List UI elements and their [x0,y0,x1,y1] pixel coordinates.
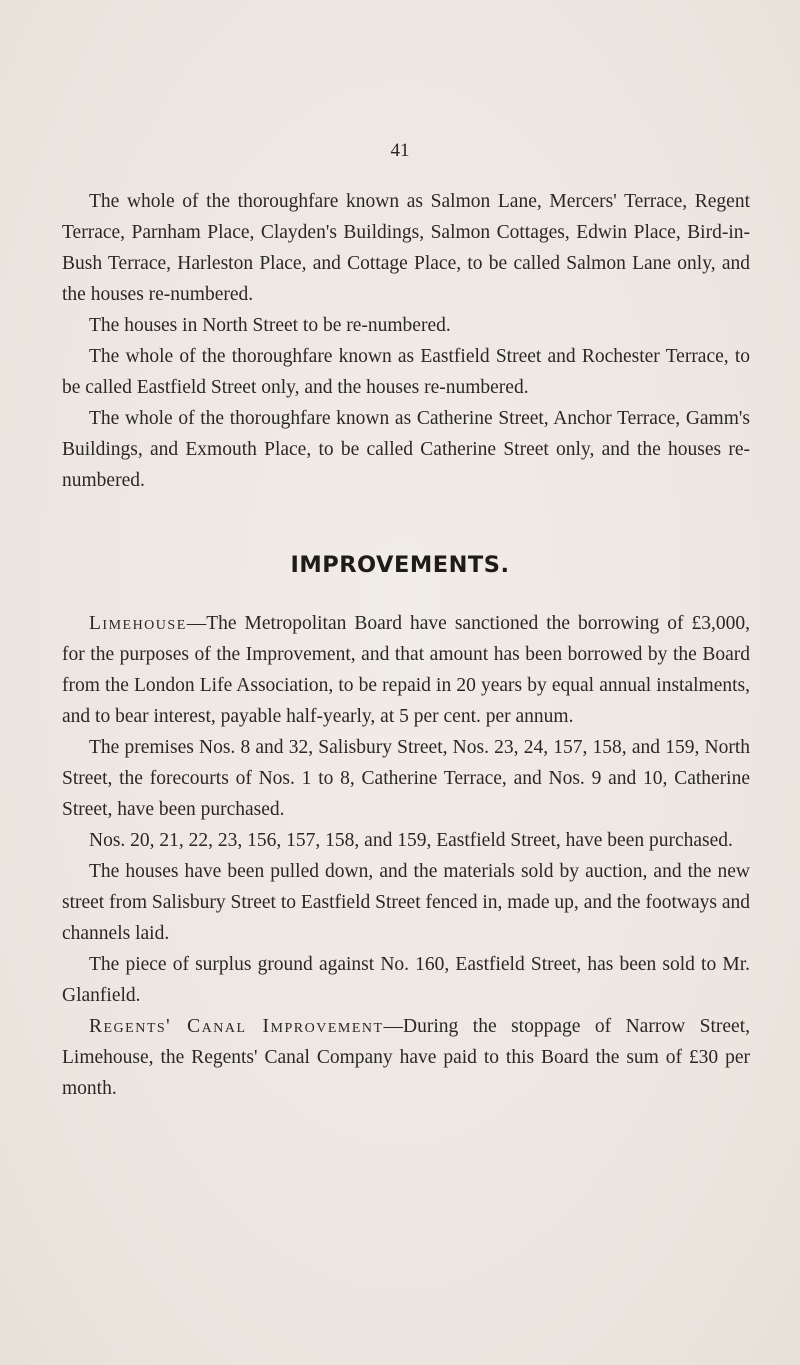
regents-canal-heading: Regents' Canal Improvement [89,1016,384,1037]
section-heading-improvements: IMPROVEMENTS. [290,552,510,578]
limehouse-heading: Limehouse [89,613,187,634]
paragraph-eastfield-street: The whole of the thoroughfare known as Eastfield Street and Rochester Terrace, to be called Eastfield Street only, and the houses re-numbered. [62,346,750,398]
paragraph-houses-pulled-down: The houses have been pulled down, and the materials sold by auction, and the new street from Salisbury Street to Eastfield Street fenced in, made up, and the footways and channels laid. [62,861,750,944]
regents-canal-text: —During the stoppage of Narrow Street, Limehouse, the Regents' Canal Company have paid to this Board the sum of £30 per month. [62,1016,751,1099]
paragraph-limehouse [62,608,750,732]
improvements-section [62,608,750,1104]
limehouse-text: —The Metropolitan Board have sanctioned the borrowing of £3,000, for the purposes of the Improvement, and that amount has been borrowed by the Board from the London Life Association, to be repaid in 20 years by equal annual instalments, and to bear interest, payable half-yearly, at 5 per cent. per annum. [62,613,750,727]
renaming-section [62,186,750,496]
paragraph-eastfield-purchased: Nos. 20, 21, 22, 23, 156, 157, 158, and 159, Eastfield Street, have been purchased. [89,830,733,851]
paragraph-north-street: The houses in North Street to be re-numbered. [89,315,451,336]
paragraph-premises-purchased: The premises Nos. 8 and 32, Salisbury Street, Nos. 23, 24, 157, 158, and 159, North Street, the forecourts of Nos. 1 to 8, Catherine Terrace, and Nos. 9 and 10, Catherine Street, have been purchased. [62,737,750,820]
paragraph-catherine-street: The whole of the thoroughfare known as Catherine Street, Anchor Terrace, Gamm's Buildings, and Exmouth Place, to be called Catherine Street only, and the houses re-numbered. [62,408,750,491]
page-number: 41 [390,140,410,161]
paragraph-regents-canal [62,1011,750,1104]
paragraph-surplus-ground: The piece of surplus ground against No. 160, Eastfield Street, has been sold to Mr. Glanfield. [62,954,750,1006]
paragraph-salmon-lane: The whole of the thoroughfare known as Salmon Lane, Mercers' Terrace, Regent Terrace, Parnham Place, Clayden's Buildings, Salmon Cottages, Edwin Place, Bird-in-Bush Terrace, Harleston Place, and Cottage Place, to be called Salmon Lane only, and the houses re-numbered. [62,191,750,305]
